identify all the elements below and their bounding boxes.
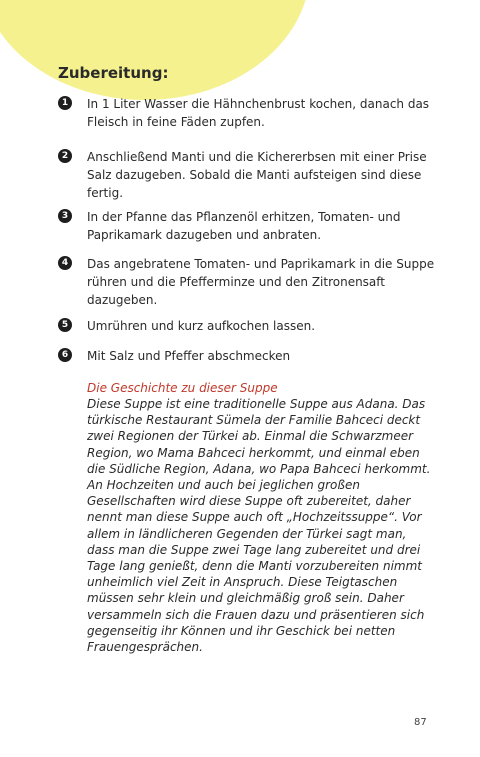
step-number-badge: 6 (58, 348, 72, 362)
step-text: Mit Salz und Pfeffer abschmecken (87, 349, 291, 363)
step-number-badge: 1 (58, 96, 72, 110)
story-text: Diese Suppe ist eine traditionelle Suppe aus Adana. Das türkische Restaurant Sümela der Familie Bahceci deckt zwei Regionen der Türkei ab. Einmal die Schwarzmeer Region, wo Mama Bahceci herkommt, und einmal eben die Südliche Region, Adana, wo Papa Bahceci herkommt. An Hochzeiten und auch bei jeglichen großen Gesellschaften wird diese Suppe oft zubereitet, daher nennt man diese Suppe auch oft „Hochzeitssuppe“. Vor allem in ländlicheren Gegenden der Türkei sagt man, dass man die Suppe zwei Tage lang zubereitet und drei Tage lang genießt, denn die Manti vorzubereiten nimmt unheimlich viel Zeit in Anspruch. Diese Teigtaschen müssen sehr klein und gleichmäßig groß sein. Daher versammeln sich die Frauen dazu und präsentieren sich gegenseitig ihr Können und ihr Geschick bei netten Frauengesprächen. (87, 397, 431, 655)
story-section (87, 380, 437, 655)
step-number-badge: 3 (58, 209, 72, 223)
step-text: In 1 Liter Wasser die Hähnchenbrust kochen, danach das Fleisch in feine Fäden zupfen. (87, 97, 430, 129)
step-number-badge: 5 (58, 318, 72, 332)
step-text: Anschließend Manti und die Kichererbsen mit einer Prise Salz dazugeben. Sobald die Manti aufsteigen sind diese fertig. (87, 150, 427, 200)
story-title: Die Geschichte zu dieser Suppe (87, 381, 278, 395)
step-number-badge: 4 (58, 256, 72, 270)
step-number-badge: 2 (58, 149, 72, 163)
step-text: In der Pfanne das Pflanzenöl erhitzen, Tomaten- und Paprikamark dazugeben und anbraten. (87, 210, 401, 242)
page-number: 87 (414, 717, 427, 728)
step-text: Umrühren und kurz aufkochen lassen. (87, 319, 316, 333)
step-text: Das angebratene Tomaten- und Paprikamark in die Suppe rühren und die Pfefferminze und den Zitronensaft dazugeben. (87, 257, 435, 307)
decorative-yellow-circle (0, 0, 310, 100)
section-heading: Zubereitung: (58, 64, 169, 82)
